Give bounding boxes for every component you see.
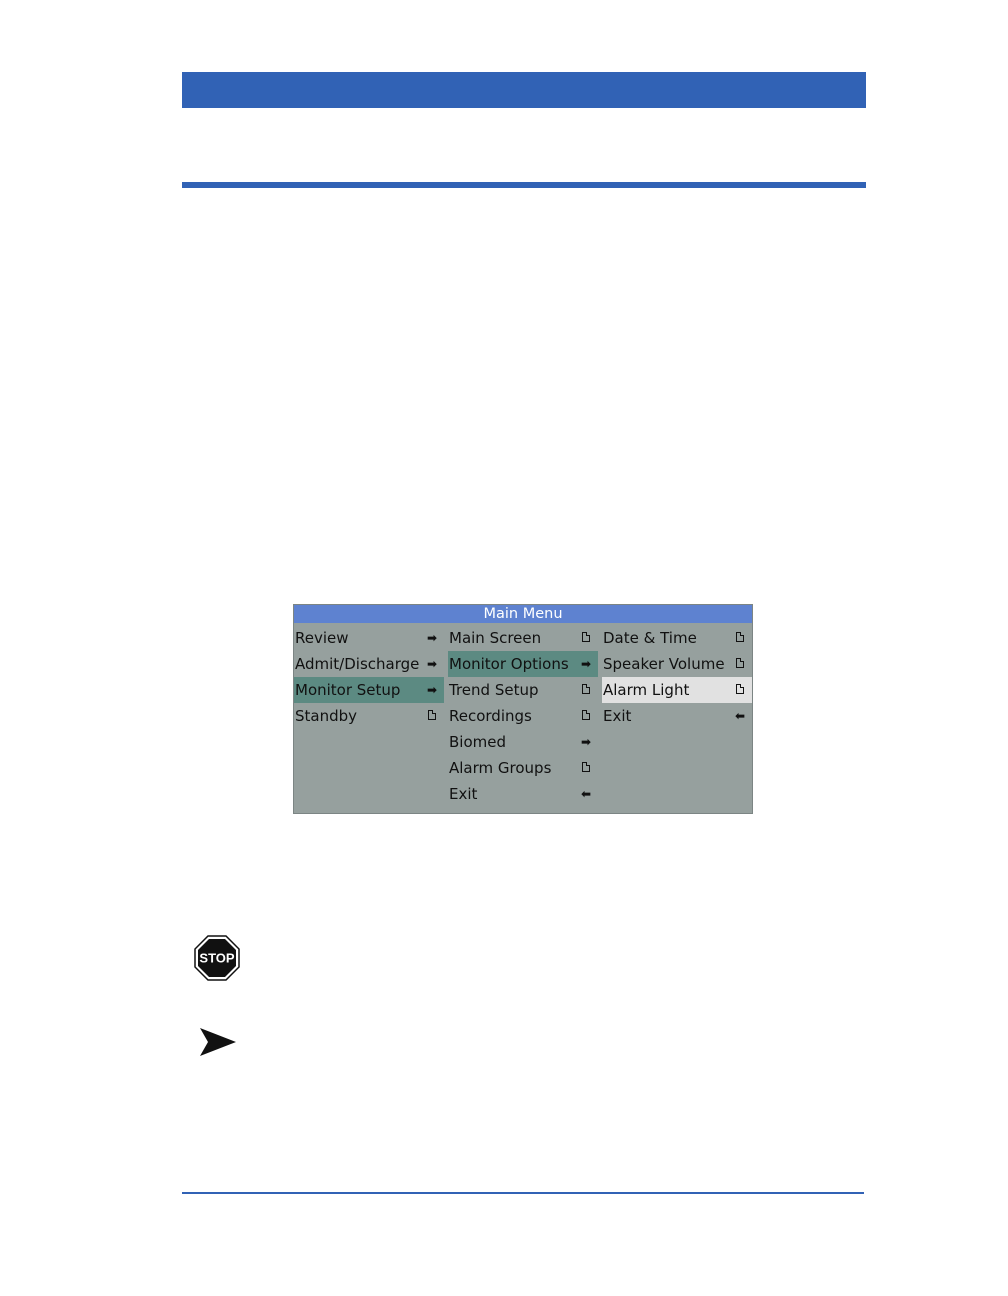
menu-item-label: Alarm Light	[603, 681, 690, 699]
stop-label: STOP	[199, 950, 235, 966]
menu-item-trend-setup[interactable]	[448, 677, 598, 703]
right-arrow-icon: ➡	[426, 683, 438, 697]
document-icon	[580, 703, 592, 729]
menu-item-monitor-setup[interactable]	[294, 677, 444, 703]
menu-item-label: Exit	[603, 707, 632, 725]
menu-item-date-time[interactable]	[602, 625, 752, 651]
menu-item-label: Alarm Groups	[449, 759, 552, 777]
menu-item-alarm-groups[interactable]	[448, 755, 598, 781]
title-rule	[182, 182, 866, 188]
menu-item-biomed[interactable]	[448, 729, 598, 755]
left-arrow-icon: ⬅	[734, 709, 746, 723]
menu-item-monitor-options[interactable]	[448, 651, 598, 677]
menu-item-label: Admit/Discharge	[295, 655, 420, 673]
document-icon	[580, 755, 592, 781]
menu-item-label: Review	[295, 629, 349, 647]
menu-column-3	[602, 625, 752, 729]
menu-item-label: Monitor Setup	[295, 681, 401, 699]
document-icon	[580, 625, 592, 651]
menu-title: Main Menu	[294, 605, 752, 623]
right-arrow-icon: ➡	[426, 657, 438, 671]
menu-item-standby[interactable]	[294, 703, 444, 729]
document-icon	[734, 651, 746, 677]
menu-item-exit[interactable]	[602, 703, 752, 729]
menu-item-review[interactable]	[294, 625, 444, 651]
right-arrow-icon: ➡	[580, 735, 592, 749]
document-icon	[426, 703, 438, 729]
menu-item-label: Exit	[449, 785, 478, 803]
menu-item-label: Biomed	[449, 733, 506, 751]
menu-item-speaker-volume[interactable]	[602, 651, 752, 677]
menu-item-label: Monitor Options	[449, 655, 569, 673]
footer-rule	[182, 1192, 864, 1194]
menu-column-1	[294, 625, 444, 729]
document-icon	[734, 625, 746, 651]
menu-item-label: Recordings	[449, 707, 532, 725]
menu-item-label: Date & Time	[603, 629, 697, 647]
header-bar	[182, 72, 866, 108]
menu-item-label: Standby	[295, 707, 358, 725]
menu-item-main-screen[interactable]	[448, 625, 598, 651]
left-arrow-icon: ⬅	[580, 787, 592, 801]
stop-sign-icon	[194, 935, 240, 981]
menu-item-exit[interactable]	[448, 781, 598, 807]
menu-item-recordings[interactable]	[448, 703, 598, 729]
menu-item-label: Speaker Volume	[603, 655, 725, 673]
right-arrow-icon: ➡	[426, 631, 438, 645]
menu-item-admit-discharge[interactable]	[294, 651, 444, 677]
right-arrow-icon: ➡	[580, 657, 592, 671]
menu-item-alarm-light[interactable]	[602, 677, 752, 703]
pointer-arrow-icon	[198, 1026, 238, 1058]
document-icon	[734, 677, 746, 703]
menu-item-label: Main Screen	[449, 629, 542, 647]
document-icon	[580, 677, 592, 703]
menu-item-label: Trend Setup	[449, 681, 539, 699]
menu-column-2	[448, 625, 598, 807]
main-menu	[293, 604, 753, 814]
